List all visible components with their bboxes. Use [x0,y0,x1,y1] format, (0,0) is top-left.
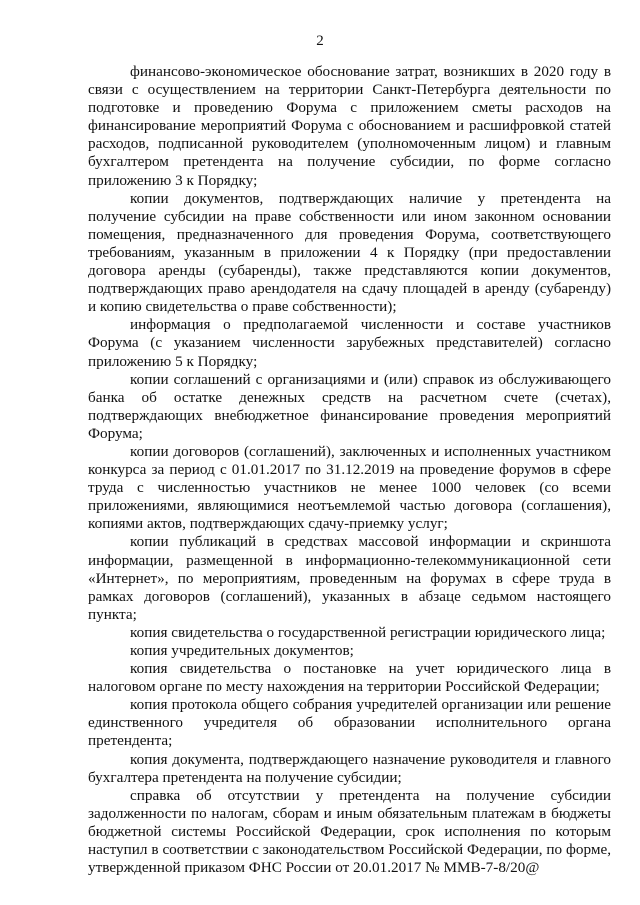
paragraph-registration-certificate: копия свидетельства о государственной регистрации юридического лица; [130,623,606,641]
paragraph-media-publications: копии публикаций в средствах массовой информации и скриншота информации, размещенной в информационно-телекоммуникационной сети «Интернет», по мероприятиям, проведенным на форумах в сфере труда в рамках договоров (соглашений), указанных в абзаце седьмом настоящего пункта; [88,533,611,623]
paragraph-tax-debt-certificate: справка об отсутствии у претендента на получение субсидии задолженности по налогам, сборам и иным обязательным платежам в бюджеты бюджетной системы Российской Федерации, срок исполнения по которым наступил в соответствии с законодательством Российской Федерации, по форме, утвержденной приказом ФНС России от 20.01.2017 № ММВ-7-8/20@ [88,786,611,877]
page-number: 2 [316,33,324,49]
paragraph-contracts-copies: копии договоров (соглашений), заключенных и исполненных участником конкурса за период с 01.01.2017 по 31.12.2019 на проведение форумов в сфере труда с численностью участников не менее 1000 человек (со всеми приложениями, являющимися неотъемлемой частью договора (соглашения), копиями актов, подтверждающих сдачу-приемку услуг; [88,442,611,533]
paragraph-constituent-documents: копия учредительных документов; [130,642,354,659]
paragraph-tax-registration: копия свидетельства о постановке на учет юридического лица в налоговом органе по месту нахождения на территории Российской Федерации; [88,660,611,696]
paragraph-participants-info: информация о предполагаемой численности и составе участников Форума (с указанием численности зарубежных представителей) согласно приложению 5 к Порядку; [88,316,611,370]
paragraph-premises-documents: копии документов, подтверждающих наличие у претендента на получение субсидии на праве собственности или ином законном основании помещения, предназначенного для проведения Форума, соответствующего требованиям, указанным в приложении 4 к Порядку (при предоставлении договора аренды (субаренды), также представляются копии документов, подтверждающих право арендодателя на сдачу площадей в аренду (субаренду) и копию свидетельства о праве собственности); [88,189,611,316]
paragraph-appointment-document: копия документа, подтверждающего назначение руководителя и главного бухгалтера претендента на получение субсидии; [88,750,611,786]
paragraph-founders-protocol: копия протокола общего собрания учредителей организации или решение единственного учредителя об образовании исполнительного органа претендента; [88,696,611,750]
paragraph-financial-justification: финансово-экономическое обоснование затрат, возникших в 2020 году в связи с осуществлением на территории Санкт-Петербурга деятельности по подготовке и проведению Форума с приложением сметы расходов на финансирование мероприятий Форума с обоснованием и расшифровкой статей расходов, подписанной руководителем (уполномоченным лицом) и главным бухгалтером претендента на получение субсидии, по форме согласно приложению 3 к Порядку; [88,63,611,189]
document-body [88,63,611,877]
paragraph-bank-agreements: копии соглашений с организациями и (или) справок из обслуживающего банка об остатке денежных средств на расчетном счете (счетах), подтверждающих внебюджетное финансирование проведения мероприятий Форума; [88,370,611,442]
